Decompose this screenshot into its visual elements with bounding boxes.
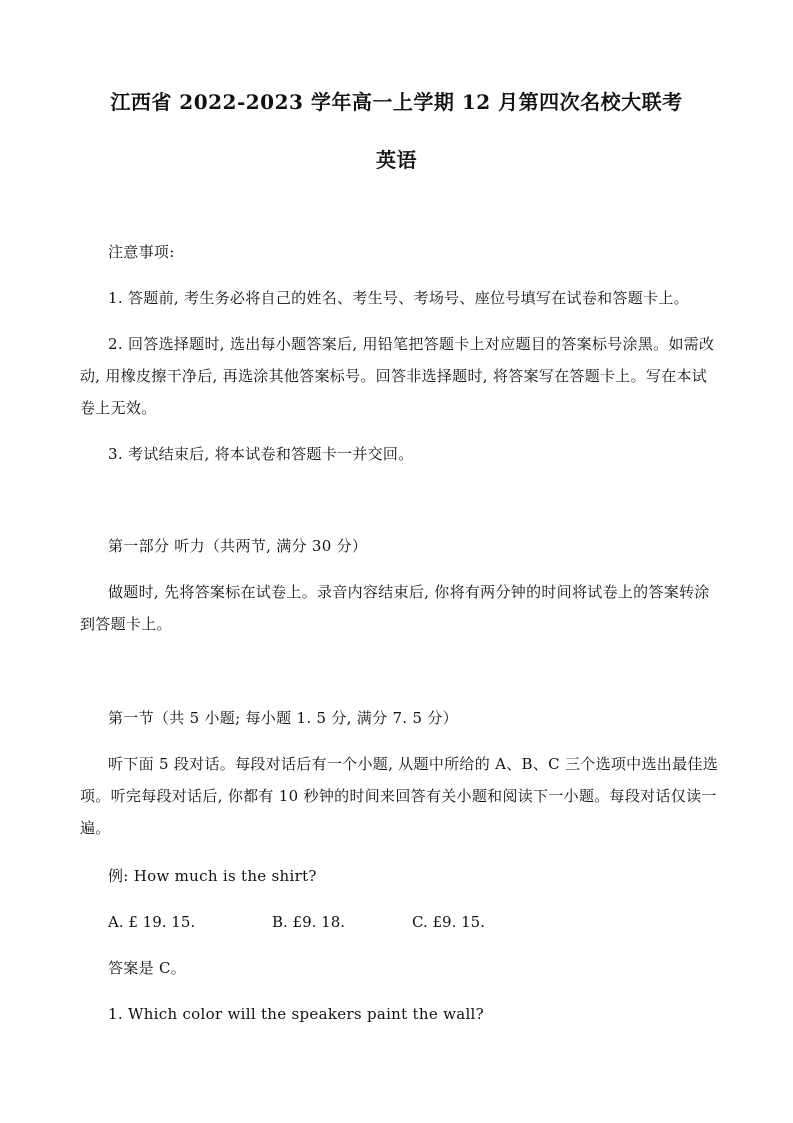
exam-title: 江西省 2022-2023 学年高一上学期 12 月第四次名校大联考 — [110, 90, 683, 114]
example-option-b: B. £9. 18. — [272, 913, 346, 931]
part1-heading: 第一部分 听力（共两节, 满分 30 分） — [108, 537, 368, 555]
example-options — [108, 906, 608, 938]
section1-instruction: 听下面 5 段对话。每段对话后有一个小题, 从题中所给的 A、B、C 三个选项中选出最佳选项。听完每段对话后, 你都有 10 秒钟的时间来回答有关小题和阅读下一小题。每段对话仅读一遍。 — [80, 755, 718, 837]
example-answer: 答案是 C。 — [108, 959, 187, 977]
example-question: 例: How much is the shirt? — [108, 867, 317, 885]
example-option-a: A. £ 19. 15. — [108, 913, 196, 931]
notice-heading: 注意事项: — [108, 243, 175, 261]
section1-heading: 第一节（共 5 小题; 每小题 1. 5 分, 满分 7. 5 分） — [108, 709, 458, 727]
question-1: 1. Which color will the speakers paint the wall? — [108, 1005, 484, 1023]
subject-title: 英语 — [376, 148, 417, 172]
part1-instruction: 做题时, 先将答案标在试卷上。录音内容结束后, 你将有两分钟的时间将试卷上的答案转涂到答题卡上。 — [80, 583, 710, 633]
notice-item-1: 1. 答题前, 考生务必将自己的姓名、考生号、考场号、座位号填写在试卷和答题卡上。 — [108, 289, 689, 307]
example-option-c: C. £9. 15. — [412, 913, 485, 931]
notice-item-2: 2. 回答选择题时, 选出每小题答案后, 用铅笔把答题卡上对应题目的答案标号涂黑。如需改动, 用橡皮擦干净后, 再选涂其他答案标号。回答非选择题时, 将答案写在答题卡上。写在本试卷上无效。 — [80, 335, 715, 417]
notice-item-3: 3. 考试结束后, 将本试卷和答题卡一并交回。 — [108, 445, 414, 463]
